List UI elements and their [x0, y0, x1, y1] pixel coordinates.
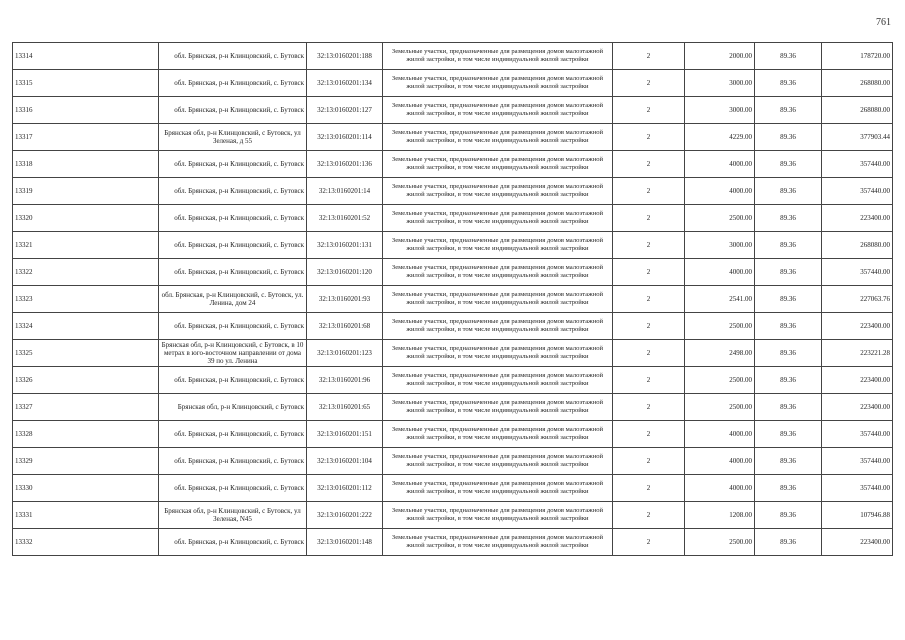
category-cell: 2: [613, 124, 685, 151]
unit-price-cell: 89.36: [755, 259, 822, 286]
permitted-use-cell: Земельные участки, предназначенные для размещения домов малоэтажной жилой застройки, в том числе индивидуальной жилой застройки: [383, 529, 613, 556]
address-cell: обл. Брянская, р-н Клинцовский, с. Бутовск: [159, 421, 307, 448]
unit-price-cell: 89.36: [755, 529, 822, 556]
unit-price-cell: 89.36: [755, 151, 822, 178]
cadastral-cost-cell: 268080.00: [822, 70, 893, 97]
unit-price-cell: 89.36: [755, 232, 822, 259]
address-cell: обл. Брянская, р-н Клинцовский, с. Бутовск: [159, 367, 307, 394]
land-parcel-table: [12, 42, 893, 556]
row-number-cell: 13323: [13, 286, 159, 313]
row-number-cell: 13331: [13, 502, 159, 529]
cadastral-cost-cell: 223400.00: [822, 313, 893, 340]
cadastral-cost-cell: 268080.00: [822, 232, 893, 259]
cadastral-number-cell: 32:13:0160201:14: [307, 178, 383, 205]
row-number-cell: 13316: [13, 97, 159, 124]
category-cell: 2: [613, 475, 685, 502]
permitted-use-cell: Земельные участки, предназначенные для размещения домов малоэтажной жилой застройки, в том числе индивидуальной жилой застройки: [383, 43, 613, 70]
table-row: [13, 70, 893, 97]
address-cell: обл. Брянская, р-н Клинцовский, с. Бутовск: [159, 313, 307, 340]
address-cell: Брянская обл, р-н Клинцовский, с Бутовск, ул Зеленая, N45: [159, 502, 307, 529]
category-cell: 2: [613, 205, 685, 232]
row-number-cell: 13324: [13, 313, 159, 340]
permitted-use-cell: Земельные участки, предназначенные для размещения домов малоэтажной жилой застройки, в том числе индивидуальной жилой застройки: [383, 70, 613, 97]
cadastral-cost-cell: 357440.00: [822, 448, 893, 475]
cadastral-number-cell: 32:13:0160201:222: [307, 502, 383, 529]
cadastral-cost-cell: 223221.28: [822, 340, 893, 367]
area-cell: 3000.00: [685, 70, 755, 97]
table-row: [13, 475, 893, 502]
cadastral-number-cell: 32:13:0160201:52: [307, 205, 383, 232]
row-number-cell: 13328: [13, 421, 159, 448]
address-cell: обл. Брянская, р-н Клинцовский, с. Бутовск, ул. Ленина, дом 24: [159, 286, 307, 313]
permitted-use-cell: Земельные участки, предназначенные для размещения домов малоэтажной жилой застройки, в том числе индивидуальной жилой застройки: [383, 286, 613, 313]
table-row: [13, 448, 893, 475]
area-cell: 2500.00: [685, 367, 755, 394]
table-row: [13, 421, 893, 448]
address-cell: обл. Брянская, р-н Клинцовский, с. Бутовск: [159, 448, 307, 475]
area-cell: 4000.00: [685, 178, 755, 205]
address-cell: обл. Брянская, р-н Клинцовский, с. Бутовск: [159, 205, 307, 232]
permitted-use-cell: Земельные участки, предназначенные для размещения домов малоэтажной жилой застройки, в том числе индивидуальной жилой застройки: [383, 340, 613, 367]
unit-price-cell: 89.36: [755, 313, 822, 340]
row-number-cell: 13317: [13, 124, 159, 151]
category-cell: 2: [613, 367, 685, 394]
cadastral-number-cell: 32:13:0160201:136: [307, 151, 383, 178]
cadastral-cost-cell: 223400.00: [822, 394, 893, 421]
cadastral-cost-cell: 178720.00: [822, 43, 893, 70]
unit-price-cell: 89.36: [755, 70, 822, 97]
category-cell: 2: [613, 313, 685, 340]
area-cell: 2500.00: [685, 313, 755, 340]
category-cell: 2: [613, 529, 685, 556]
category-cell: 2: [613, 151, 685, 178]
category-cell: 2: [613, 43, 685, 70]
table-row: [13, 340, 893, 367]
permitted-use-cell: Земельные участки, предназначенные для размещения домов малоэтажной жилой застройки, в том числе индивидуальной жилой застройки: [383, 205, 613, 232]
cadastral-cost-cell: 223400.00: [822, 367, 893, 394]
permitted-use-cell: Земельные участки, предназначенные для размещения домов малоэтажной жилой застройки, в том числе индивидуальной жилой застройки: [383, 97, 613, 124]
cadastral-number-cell: 32:13:0160201:112: [307, 475, 383, 502]
table-row: [13, 286, 893, 313]
table-row: [13, 259, 893, 286]
area-cell: 2000.00: [685, 43, 755, 70]
row-number-cell: 13315: [13, 70, 159, 97]
area-cell: 3000.00: [685, 232, 755, 259]
table-row: [13, 178, 893, 205]
address-cell: Брянская обл, р-н Клинцовский, с Бутовск, ул Зеленая, д 55: [159, 124, 307, 151]
address-cell: Брянская обл, р-н Клинцовский, с Бутовск, в 10 метрах в юго-восточном направлении от дома 39 по ул. Ленина: [159, 340, 307, 367]
cadastral-number-cell: 32:13:0160201:96: [307, 367, 383, 394]
category-cell: 2: [613, 340, 685, 367]
permitted-use-cell: Земельные участки, предназначенные для размещения домов малоэтажной жилой застройки, в том числе индивидуальной жилой застройки: [383, 178, 613, 205]
address-cell: обл. Брянская, р-н Клинцовский, с. Бутовск: [159, 97, 307, 124]
table-row: [13, 394, 893, 421]
unit-price-cell: 89.36: [755, 178, 822, 205]
row-number-cell: 13314: [13, 43, 159, 70]
category-cell: 2: [613, 97, 685, 124]
cadastral-cost-cell: 227063.76: [822, 286, 893, 313]
address-cell: обл. Брянская, р-н Клинцовский, с. Бутовск: [159, 178, 307, 205]
category-cell: 2: [613, 286, 685, 313]
cadastral-cost-cell: 357440.00: [822, 475, 893, 502]
permitted-use-cell: Земельные участки, предназначенные для размещения домов малоэтажной жилой застройки, в том числе индивидуальной жилой застройки: [383, 448, 613, 475]
area-cell: 2498.00: [685, 340, 755, 367]
page-number: 761: [876, 17, 891, 28]
row-number-cell: 13326: [13, 367, 159, 394]
unit-price-cell: 89.36: [755, 448, 822, 475]
area-cell: 4000.00: [685, 151, 755, 178]
unit-price-cell: 89.36: [755, 421, 822, 448]
table-row: [13, 232, 893, 259]
table-row: [13, 205, 893, 232]
cadastral-number-cell: 32:13:0160201:127: [307, 97, 383, 124]
table-row: [13, 367, 893, 394]
permitted-use-cell: Земельные участки, предназначенные для размещения домов малоэтажной жилой застройки, в том числе индивидуальной жилой застройки: [383, 475, 613, 502]
unit-price-cell: 89.36: [755, 205, 822, 232]
permitted-use-cell: Земельные участки, предназначенные для размещения домов малоэтажной жилой застройки, в том числе индивидуальной жилой застройки: [383, 313, 613, 340]
unit-price-cell: 89.36: [755, 367, 822, 394]
address-cell: обл. Брянская, р-н Клинцовский, с. Бутовск: [159, 232, 307, 259]
address-cell: обл. Брянская, р-н Клинцовский, с. Бутовск: [159, 475, 307, 502]
area-cell: 4229.00: [685, 124, 755, 151]
area-cell: 4000.00: [685, 448, 755, 475]
row-number-cell: 13319: [13, 178, 159, 205]
category-cell: 2: [613, 232, 685, 259]
permitted-use-cell: Земельные участки, предназначенные для размещения домов малоэтажной жилой застройки, в том числе индивидуальной жилой застройки: [383, 259, 613, 286]
address-cell: обл. Брянская, р-н Клинцовский, с. Бутовск: [159, 43, 307, 70]
table-row: [13, 43, 893, 70]
cadastral-cost-cell: 268080.00: [822, 97, 893, 124]
category-cell: 2: [613, 448, 685, 475]
cadastral-cost-cell: 357440.00: [822, 259, 893, 286]
table-row: [13, 502, 893, 529]
cadastral-number-cell: 32:13:0160201:120: [307, 259, 383, 286]
cadastral-number-cell: 32:13:0160201:131: [307, 232, 383, 259]
unit-price-cell: 89.36: [755, 502, 822, 529]
category-cell: 2: [613, 394, 685, 421]
area-cell: 2500.00: [685, 205, 755, 232]
address-cell: обл. Брянская, р-н Клинцовский, с. Бутовск: [159, 70, 307, 97]
area-cell: 1208.00: [685, 502, 755, 529]
cadastral-number-cell: 32:13:0160201:68: [307, 313, 383, 340]
cadastral-cost-cell: 357440.00: [822, 421, 893, 448]
cadastral-cost-cell: 357440.00: [822, 178, 893, 205]
table-row: [13, 151, 893, 178]
category-cell: 2: [613, 421, 685, 448]
row-number-cell: 13332: [13, 529, 159, 556]
cadastral-number-cell: 32:13:0160201:134: [307, 70, 383, 97]
cadastral-number-cell: 32:13:0160201:65: [307, 394, 383, 421]
permitted-use-cell: Земельные участки, предназначенные для размещения домов малоэтажной жилой застройки, в том числе индивидуальной жилой застройки: [383, 502, 613, 529]
row-number-cell: 13325: [13, 340, 159, 367]
address-cell: обл. Брянская, р-н Клинцовский, с. Бутовск: [159, 151, 307, 178]
area-cell: 2500.00: [685, 529, 755, 556]
area-cell: 2541.00: [685, 286, 755, 313]
row-number-cell: 13321: [13, 232, 159, 259]
cadastral-number-cell: 32:13:0160201:93: [307, 286, 383, 313]
cadastral-cost-cell: 357440.00: [822, 151, 893, 178]
row-number-cell: 13329: [13, 448, 159, 475]
permitted-use-cell: Земельные участки, предназначенные для размещения домов малоэтажной жилой застройки, в том числе индивидуальной жилой застройки: [383, 124, 613, 151]
permitted-use-cell: Земельные участки, предназначенные для размещения домов малоэтажной жилой застройки, в том числе индивидуальной жилой застройки: [383, 421, 613, 448]
table-body: [13, 43, 893, 556]
table-row: [13, 529, 893, 556]
table-row: [13, 97, 893, 124]
unit-price-cell: 89.36: [755, 340, 822, 367]
category-cell: 2: [613, 70, 685, 97]
area-cell: 2500.00: [685, 394, 755, 421]
table-row: [13, 313, 893, 340]
cadastral-number-cell: 32:13:0160201:104: [307, 448, 383, 475]
area-cell: 4000.00: [685, 475, 755, 502]
cadastral-cost-cell: 377903.44: [822, 124, 893, 151]
row-number-cell: 13318: [13, 151, 159, 178]
permitted-use-cell: Земельные участки, предназначенные для размещения домов малоэтажной жилой застройки, в том числе индивидуальной жилой застройки: [383, 151, 613, 178]
area-cell: 4000.00: [685, 259, 755, 286]
cadastral-number-cell: 32:13:0160201:148: [307, 529, 383, 556]
category-cell: 2: [613, 259, 685, 286]
area-cell: 3000.00: [685, 97, 755, 124]
unit-price-cell: 89.36: [755, 286, 822, 313]
category-cell: 2: [613, 502, 685, 529]
permitted-use-cell: Земельные участки, предназначенные для размещения домов малоэтажной жилой застройки, в том числе индивидуальной жилой застройки: [383, 232, 613, 259]
unit-price-cell: 89.36: [755, 394, 822, 421]
cadastral-cost-cell: 223400.00: [822, 529, 893, 556]
unit-price-cell: 89.36: [755, 97, 822, 124]
cadastral-cost-cell: 107946.88: [822, 502, 893, 529]
unit-price-cell: 89.36: [755, 475, 822, 502]
row-number-cell: 13320: [13, 205, 159, 232]
permitted-use-cell: Земельные участки, предназначенные для размещения домов малоэтажной жилой застройки, в том числе индивидуальной жилой застройки: [383, 394, 613, 421]
unit-price-cell: 89.36: [755, 43, 822, 70]
table-row: [13, 124, 893, 151]
address-cell: обл. Брянская, р-н Клинцовский, с. Бутовск: [159, 529, 307, 556]
cadastral-cost-cell: 223400.00: [822, 205, 893, 232]
address-cell: обл. Брянская, р-н Клинцовский, с. Бутовск: [159, 259, 307, 286]
cadastral-number-cell: 32:13:0160201:114: [307, 124, 383, 151]
area-cell: 4000.00: [685, 421, 755, 448]
cadastral-number-cell: 32:13:0160201:188: [307, 43, 383, 70]
row-number-cell: 13330: [13, 475, 159, 502]
cadastral-number-cell: 32:13:0160201:123: [307, 340, 383, 367]
permitted-use-cell: Земельные участки, предназначенные для размещения домов малоэтажной жилой застройки, в том числе индивидуальной жилой застройки: [383, 367, 613, 394]
row-number-cell: 13322: [13, 259, 159, 286]
unit-price-cell: 89.36: [755, 124, 822, 151]
cadastral-number-cell: 32:13:0160201:151: [307, 421, 383, 448]
address-cell: Брянская обл, р-н Клинцовский, с Бутовск: [159, 394, 307, 421]
category-cell: 2: [613, 178, 685, 205]
row-number-cell: 13327: [13, 394, 159, 421]
